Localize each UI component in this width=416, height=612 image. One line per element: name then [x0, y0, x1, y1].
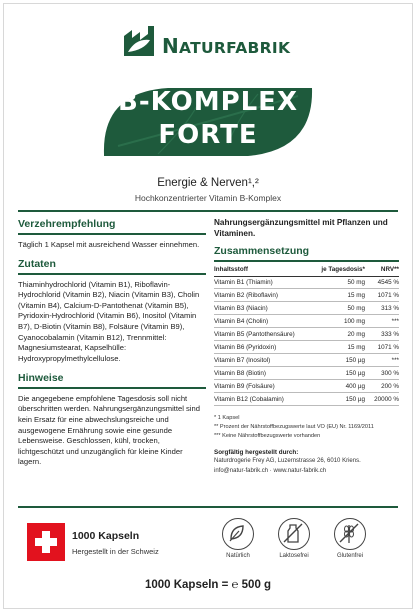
table-cell: Vitamin B12 (Cobalamin): [214, 393, 309, 406]
milk-icon: [277, 517, 309, 549]
table-cell: 20000 %: [365, 393, 399, 406]
table-row: [214, 393, 399, 406]
zusammensetzung-heading: Zusammensetzung: [214, 245, 310, 257]
table-row: [214, 289, 399, 302]
divider: [18, 233, 206, 235]
product-title: B-KOMPLEX FORTE: [118, 87, 298, 150]
swiss-flag-icon: [27, 523, 65, 561]
table-cell: ***: [365, 354, 399, 367]
verzehr-heading: Verzehrempfehlung: [18, 218, 116, 230]
brand-name: NATURFABRIK: [162, 34, 291, 58]
table-cell: 100 mg: [309, 315, 365, 328]
column-header: Inhaltsstoff: [214, 264, 309, 277]
table-cell: ***: [365, 315, 399, 328]
manufacturer-address: Naturdrogerie Frey AG, Luzernstrasse 26, 6010 Kriens.: [214, 458, 361, 465]
table-cell: Vitamin B5 (Pantothensäure): [214, 328, 309, 341]
table-cell: Vitamin B8 (Biotin): [214, 367, 309, 380]
table-cell: Vitamin B4 (Cholin): [214, 315, 309, 328]
table-cell: Vitamin B7 (Inositol): [214, 354, 309, 367]
footnote: * 1 Kapsel: [214, 415, 240, 422]
brand-logo: [122, 22, 290, 60]
table-cell: Vitamin B6 (Pyridoxin): [214, 341, 309, 354]
table-cell: 50 mg: [309, 276, 365, 289]
nutrition-table: [214, 264, 399, 407]
table-row: [214, 302, 399, 315]
badge-lactose-free: Laktosefrei: [274, 518, 314, 559]
badge-natural: Natürlich: [218, 518, 258, 559]
zutaten-text: Thiaminhydrochlorid (Vitamin B1), Riboflavin-Hydrochlorid (Vitamin B2), Niacin (Vitamin B3), Cholin (Vitamin B4), Calcium-D-Pantothenat (Vitamin B5), Pyridoxin-Hydrochlorid (Vitamin B6), Inositol (Vitamin B7), D-Biotin (Vitamin B8), Folsäure (Vitamin B9), Cyanocobalamin (Vitamin B12), Trennmittel: Magnesiumstearat, Kapselhülle: Hydroxypropylmethylcellulose.: [18, 279, 200, 363]
hinweise-text: Die angegebene empfohlene Tagesdosis soll nicht überschritten werden. Nahrungsergänzungsmittel sind kein Ersatz für eine abwechslungsreiche und ausgewogene Ernährung sowie eine gesunde Lebensweise. Geschlossen, kühl, trocken, lichtgeschützt und unzugänglich für kleine Kinder lagern.: [18, 393, 200, 467]
divider: [18, 273, 206, 275]
table-row: [214, 341, 399, 354]
table-cell: Vitamin B9 (Folsäure): [214, 380, 309, 393]
table-cell: 50 mg: [309, 302, 365, 315]
table-cell: 150 µg: [309, 393, 365, 406]
right-column: [214, 218, 399, 476]
table-row: [214, 328, 399, 341]
table-header-row: [214, 264, 399, 277]
hinweise-heading: Hinweise: [18, 372, 64, 385]
table-cell: 150 µg: [309, 354, 365, 367]
table-cell: 15 mg: [309, 341, 365, 354]
table-row: [214, 367, 399, 380]
table-cell: 200 %: [365, 380, 399, 393]
table-cell: 15 mg: [309, 289, 365, 302]
table-cell: 1071 %: [365, 341, 399, 354]
leaf-icon: [221, 517, 253, 549]
manufacturer-heading: Sorgfältig hergestellt durch:: [214, 449, 299, 457]
table-cell: 150 µg: [309, 367, 365, 380]
divider: [18, 387, 206, 389]
column-header: NRV**: [365, 264, 399, 277]
product-description: Hochkonzentrierter Vitamin B-Komplex: [134, 193, 282, 203]
table-cell: 300 %: [365, 367, 399, 380]
table-cell: Vitamin B3 (Niacin): [214, 302, 309, 315]
table-cell: 333 %: [365, 328, 399, 341]
badge-gluten-free: Glutenfrei: [330, 518, 370, 559]
footnote: ** Prozent der Nährstoffbezugswerte laut VO (EU) Nr. 1169/2011: [214, 424, 374, 431]
net-quantity: 1000 Kapseln = ℮ 500 g: [144, 579, 272, 591]
top-divider: [18, 210, 398, 212]
left-column: [18, 218, 206, 468]
table-cell: 400 µg: [309, 380, 365, 393]
made-in: Hergestellt in der Schweiz: [72, 547, 159, 556]
table-cell: Vitamin B1 (Thiamin): [214, 276, 309, 289]
zutaten-heading: Zutaten: [18, 258, 56, 271]
footnote: *** Keine Nährstoffbezugswerte vorhanden: [214, 433, 321, 440]
verzehr-text: Täglich 1 Kapsel mit ausreichend Wasser einnehmen.: [18, 239, 200, 249]
wheat-icon: [333, 517, 365, 549]
column-header: je Tagesdosis*: [309, 264, 365, 277]
factory-leaf-icon: [122, 24, 160, 58]
table-row: [214, 276, 399, 289]
product-category: Nahrungsergänzungsmittel mit Pflanzen und Vitaminen.: [214, 218, 388, 238]
manufacturer-contact: info@natur-fabrik.ch · www.natur-fabrik.ch: [214, 467, 327, 474]
capsule-count: 1000 Kapseln: [72, 530, 140, 542]
table-cell: 4545 %: [365, 276, 399, 289]
bottom-divider: [18, 506, 398, 508]
table-row: [214, 354, 399, 367]
table-row: [214, 380, 399, 393]
table-cell: 20 mg: [309, 328, 365, 341]
table-cell: 313 %: [365, 302, 399, 315]
table-cell: 1071 %: [365, 289, 399, 302]
divider: [214, 260, 399, 262]
table-row: [214, 315, 399, 328]
table-cell: Vitamin B2 (Riboflavin): [214, 289, 309, 302]
product-subtitle: Energie & Nerven¹,²: [157, 177, 259, 189]
